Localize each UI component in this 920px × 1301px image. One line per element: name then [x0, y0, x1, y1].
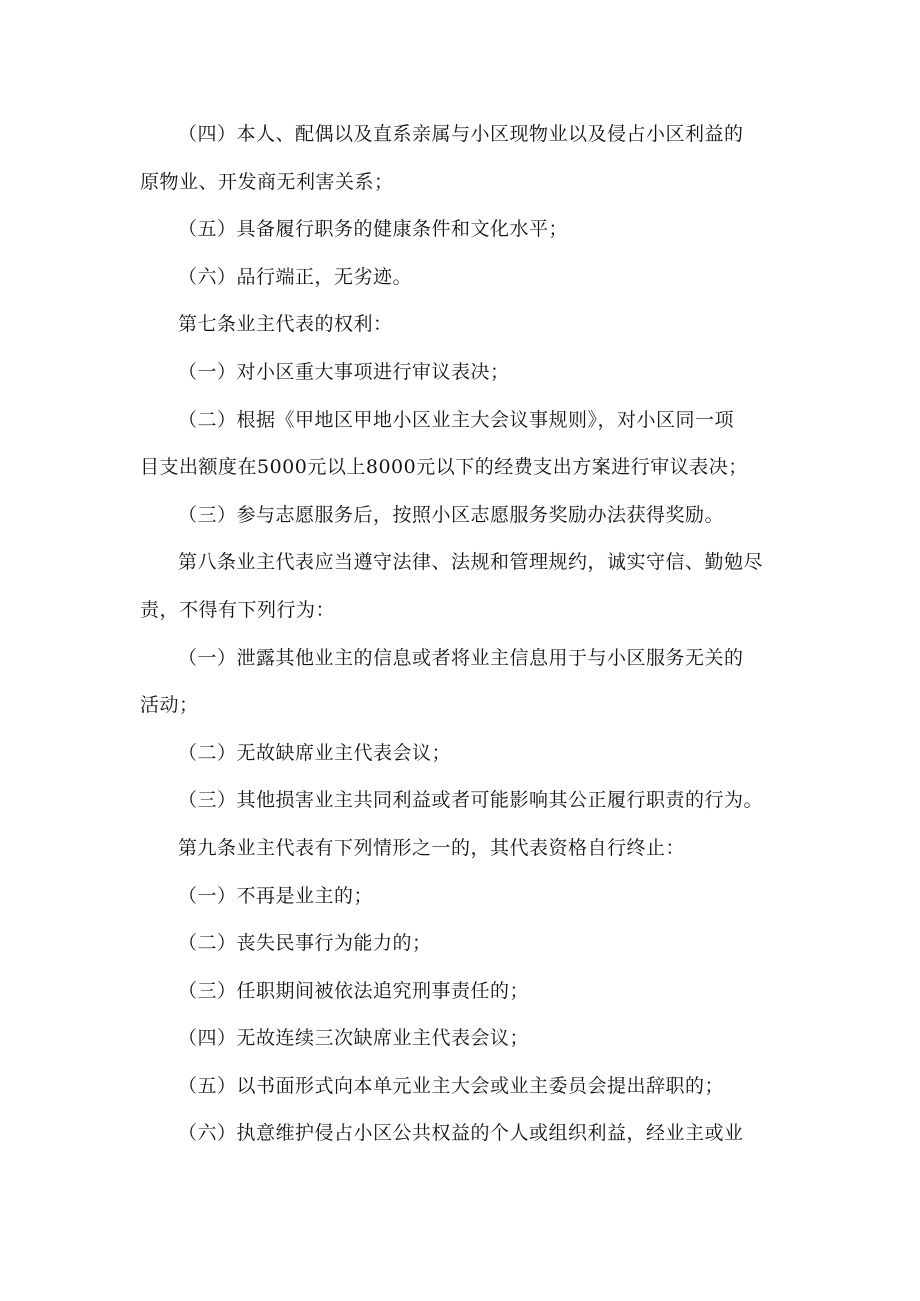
text-line: （一）泄露其他业主的信息或者将业主信息用于与小区服务无关的 — [178, 646, 744, 669]
text-line: （一）不再是业主的； — [178, 884, 374, 907]
text-line: （四）无故连续三次缺席业主代表会议； — [178, 1027, 530, 1050]
text-line: （五）以书面形式向本单元业主大会或业主委员会提出辞职的； — [178, 1074, 725, 1097]
article-heading: 第七条业主代表的权利： — [178, 313, 393, 336]
text-line: （一）对小区重大事项进行审议表决； — [178, 360, 510, 383]
text-line: （二）无故缺席业主代表会议； — [178, 741, 452, 764]
text-line: （四）本人、配偶以及直系亲属与小区现物业以及侵占小区利益的 — [178, 123, 744, 145]
text-line: 原物业、开发商无利害关系； — [140, 170, 394, 193]
document-body — [140, 116, 790, 1163]
text-line: （三）任职期间被依法追究刑事责任的； — [178, 979, 530, 1002]
text-line: 责，不得有下列行为： — [140, 598, 336, 621]
text-line: 目支出额度在5000元以上8000元以下的经费支出方案进行审议表决； — [140, 456, 748, 479]
text-line: （二）根据《甲地区甲地小区业主大会议事规则》，对小区同一项 — [178, 408, 735, 431]
text-line: （六）品行端正，无劣迹。 — [178, 265, 413, 288]
article-heading: 第八条业主代表应当遵守法律、法规和管理规约，诚实守信、勤勉尽 — [178, 551, 764, 574]
text-line: （二）丧失民事行为能力的； — [178, 932, 432, 955]
text-line: （三）其他损害业主共同利益或者可能影响其公正履行职责的行为。 — [178, 789, 764, 812]
text-line: （三）参与志愿服务后，按照小区志愿服务奖励办法获得奖励。 — [178, 503, 725, 526]
text-line: （六）执意维护侵占小区公共权益的个人或组织利益，经业主或业 — [178, 1122, 744, 1145]
text-line: （五）具备履行职务的健康条件和文化水平； — [178, 218, 569, 241]
text-line: 活动； — [140, 694, 199, 717]
article-heading: 第九条业主代表有下列情形之一的，其代表资格自行终止： — [178, 836, 686, 859]
